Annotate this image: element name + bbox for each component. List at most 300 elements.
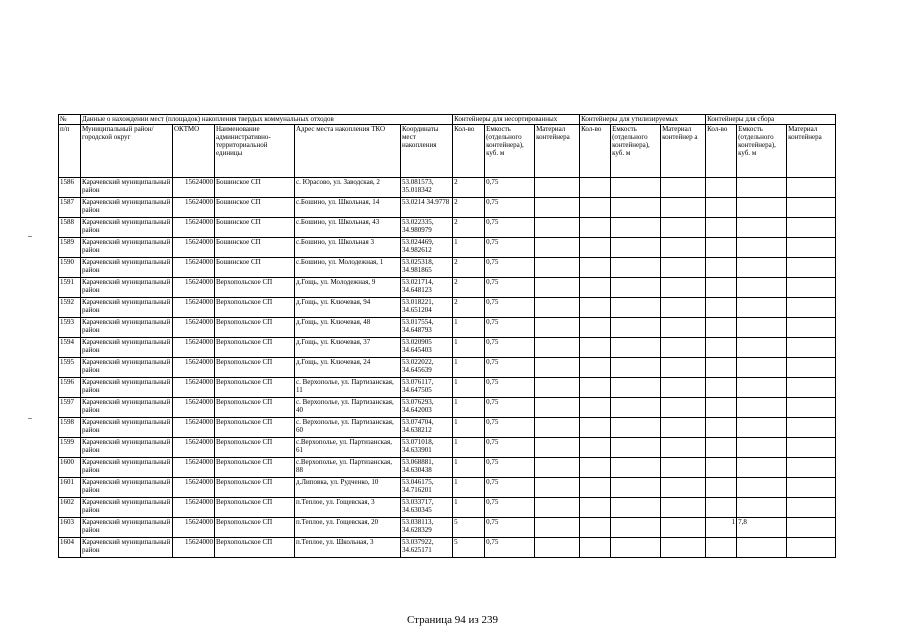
cell-qty-recycled	[580, 318, 611, 338]
margin-mark	[28, 418, 32, 419]
cell-territory: Верхопольское СП	[215, 358, 295, 378]
cell-qty: 2	[453, 198, 485, 218]
cell-address: с.Бошино, ул. Школьная, 43	[295, 218, 401, 238]
cell-qty: 2	[453, 258, 485, 278]
cell-capacity-collect	[737, 478, 787, 498]
header-capacity-collect: Емкость (отдельного контейнера), куб. м	[737, 125, 787, 178]
cell-capacity-recycled	[611, 498, 661, 518]
cell-capacity: 0,75	[485, 518, 535, 538]
cell-number: 1599	[59, 438, 81, 458]
cell-material-collect	[787, 378, 836, 398]
cell-district: Карачевский муниципальный район	[81, 238, 173, 258]
cell-capacity: 0,75	[485, 318, 535, 338]
cell-qty-recycled	[580, 458, 611, 478]
cell-capacity-collect	[737, 318, 787, 338]
cell-material-collect	[787, 258, 836, 278]
cell-material	[535, 178, 580, 198]
cell-district: Карачевский муниципальный район	[81, 358, 173, 378]
cell-qty-recycled	[580, 498, 611, 518]
cell-district: Карачевский муниципальный район	[81, 498, 173, 518]
cell-qty-collect	[706, 278, 737, 298]
cell-qty-collect	[706, 438, 737, 458]
cell-qty: 1	[453, 498, 485, 518]
table-row	[59, 498, 836, 518]
cell-number: 1593	[59, 318, 81, 338]
cell-number: 1595	[59, 358, 81, 378]
cell-oktmo: 15624000	[173, 458, 215, 478]
cell-coords: 53.071018, 34.633901	[401, 438, 453, 458]
cell-material-collect	[787, 338, 836, 358]
cell-address: д.Липовка, ул. Рудченко, 10	[295, 478, 401, 498]
cell-address: д.Гощь, ул. Молодежная, 9	[295, 278, 401, 298]
cell-oktmo: 15624000	[173, 298, 215, 318]
cell-material	[535, 318, 580, 338]
cell-coords: 53.017554, 34.648793	[401, 318, 453, 338]
cell-address: п.Теплое, ул. Гощевская, 3	[295, 498, 401, 518]
cell-district: Карачевский муниципальный район	[81, 218, 173, 238]
cell-territory: Верхопольское СП	[215, 338, 295, 358]
table-row	[59, 398, 836, 418]
cell-qty-collect	[706, 178, 737, 198]
cell-district: Карачевский муниципальный район	[81, 178, 173, 198]
cell-material-recycled	[661, 478, 706, 498]
cell-territory: Верхопольское СП	[215, 398, 295, 418]
cell-number: 1592	[59, 298, 81, 318]
cell-district: Карачевский муниципальный район	[81, 198, 173, 218]
cell-qty-recycled	[580, 218, 611, 238]
header-row-columns	[59, 125, 836, 178]
cell-territory: Верхопольское СП	[215, 418, 295, 438]
cell-capacity: 0,75	[485, 278, 535, 298]
cell-qty: 1	[453, 418, 485, 438]
cell-material-recycled	[661, 178, 706, 198]
cell-district: Карачевский муниципальный район	[81, 458, 173, 478]
cell-coords: 53.076293, 34.642003	[401, 398, 453, 418]
cell-material-recycled	[661, 218, 706, 238]
header-num-sub: п/п	[59, 125, 81, 178]
cell-qty-collect	[706, 538, 737, 558]
cell-qty: 2	[453, 298, 485, 318]
cell-oktmo: 15624000	[173, 498, 215, 518]
cell-material	[535, 398, 580, 418]
cell-qty-collect	[706, 338, 737, 358]
cell-qty: 1	[453, 438, 485, 458]
cell-territory: Бошинское СП	[215, 178, 295, 198]
registry-table	[58, 114, 836, 558]
table-row	[59, 298, 836, 318]
cell-district: Карачевский муниципальный район	[81, 478, 173, 498]
cell-material-collect	[787, 498, 836, 518]
cell-number: 1602	[59, 498, 81, 518]
cell-capacity-recycled	[611, 458, 661, 478]
cell-address: п.Теплое, ул. Школьная, 3	[295, 538, 401, 558]
cell-territory: Верхопольское СП	[215, 498, 295, 518]
cell-qty: 1	[453, 338, 485, 358]
cell-capacity-recycled	[611, 258, 661, 278]
cell-qty-recycled	[580, 258, 611, 278]
cell-material	[535, 358, 580, 378]
cell-territory: Верхопольское СП	[215, 538, 295, 558]
cell-capacity-collect	[737, 238, 787, 258]
cell-oktmo: 15624000	[173, 538, 215, 558]
cell-capacity-collect	[737, 458, 787, 478]
cell-address: с. Юрасово, ул. Заводская, 2	[295, 178, 401, 198]
header-group-recycled: Контейнеры для утилизируемых	[580, 115, 706, 125]
cell-coords: 53.0214 34.9778	[401, 198, 453, 218]
cell-address: п.Теплое, ул. Гощевская, 20	[295, 518, 401, 538]
cell-qty-recycled	[580, 398, 611, 418]
cell-qty-recycled	[580, 438, 611, 458]
cell-capacity: 0,75	[485, 378, 535, 398]
table-row	[59, 218, 836, 238]
cell-number: 1596	[59, 378, 81, 398]
cell-address: с.Верхополье, ул. Партизанская, 88	[295, 458, 401, 478]
cell-qty-collect	[706, 318, 737, 338]
header-territory: Наименование административно-территориальной единицы	[215, 125, 295, 178]
cell-number: 1604	[59, 538, 81, 558]
cell-coords: 53.033717, 34.630345	[401, 498, 453, 518]
header-material-recycled: Материал контейнер а	[661, 125, 706, 178]
cell-territory: Верхопольское СП	[215, 378, 295, 398]
cell-coords: 53.022335, 34.980979	[401, 218, 453, 238]
cell-address: с.Бошино, ул. Молодежная, 1	[295, 258, 401, 278]
cell-territory: Бошинское СП	[215, 218, 295, 238]
cell-district: Карачевский муниципальный район	[81, 398, 173, 418]
cell-address: с. Верхополье, ул. Партизанская, 40	[295, 398, 401, 418]
header-qty-collect: Кол-во	[706, 125, 737, 178]
cell-coords: 53.046175, 34.716201	[401, 478, 453, 498]
cell-district: Карачевский муниципальный район	[81, 538, 173, 558]
cell-capacity: 0,75	[485, 298, 535, 318]
cell-number: 1594	[59, 338, 81, 358]
cell-qty: 5	[453, 538, 485, 558]
cell-qty: 1	[453, 398, 485, 418]
cell-capacity-recycled	[611, 238, 661, 258]
cell-coords: 53.068881, 34.630438	[401, 458, 453, 478]
cell-qty: 2	[453, 178, 485, 198]
cell-capacity-collect	[737, 178, 787, 198]
cell-capacity-recycled	[611, 338, 661, 358]
cell-coords: 53.021714, 34.648123	[401, 278, 453, 298]
cell-qty-recycled	[580, 278, 611, 298]
cell-qty-recycled	[580, 478, 611, 498]
table-row	[59, 258, 836, 278]
cell-territory: Верхопольское СП	[215, 518, 295, 538]
cell-capacity-collect: 7,8	[737, 518, 787, 538]
cell-capacity-collect	[737, 298, 787, 318]
cell-coords: 53.022022, 34.645639	[401, 358, 453, 378]
cell-capacity-recycled	[611, 478, 661, 498]
margin-mark	[28, 236, 32, 237]
cell-address: с.Бошино, ул. Школьная, 14	[295, 198, 401, 218]
cell-oktmo: 15624000	[173, 438, 215, 458]
cell-address: д.Гощь, ул. Ключевая, 48	[295, 318, 401, 338]
table-row	[59, 238, 836, 258]
cell-capacity-recycled	[611, 358, 661, 378]
cell-material-collect	[787, 178, 836, 198]
table-row	[59, 178, 836, 198]
cell-material	[535, 438, 580, 458]
cell-material-recycled	[661, 338, 706, 358]
cell-qty: 1	[453, 458, 485, 478]
cell-oktmo: 15624000	[173, 358, 215, 378]
cell-capacity-recycled	[611, 318, 661, 338]
cell-district: Карачевский муниципальный район	[81, 258, 173, 278]
cell-oktmo: 15624000	[173, 378, 215, 398]
cell-material-recycled	[661, 518, 706, 538]
table-row	[59, 478, 836, 498]
cell-material-recycled	[661, 358, 706, 378]
cell-qty-recycled	[580, 378, 611, 398]
cell-qty-collect	[706, 458, 737, 478]
cell-capacity: 0,75	[485, 338, 535, 358]
cell-material	[535, 498, 580, 518]
table-row	[59, 278, 836, 298]
cell-territory: Бошинское СП	[215, 198, 295, 218]
cell-capacity-recycled	[611, 518, 661, 538]
cell-capacity-recycled	[611, 178, 661, 198]
cell-district: Карачевский муниципальный район	[81, 438, 173, 458]
header-coords: Координаты мест накопления	[401, 125, 453, 178]
cell-address: с. Верхополье, ул. Партизанская, 60	[295, 418, 401, 438]
cell-capacity: 0,75	[485, 478, 535, 498]
cell-qty-collect	[706, 198, 737, 218]
cell-material	[535, 258, 580, 278]
cell-material-recycled	[661, 398, 706, 418]
cell-capacity-collect	[737, 498, 787, 518]
cell-capacity-collect	[737, 418, 787, 438]
cell-qty-recycled	[580, 338, 611, 358]
cell-coords: 53.074704, 34.638212	[401, 418, 453, 438]
cell-capacity-collect	[737, 278, 787, 298]
cell-oktmo: 15624000	[173, 478, 215, 498]
cell-address: с. Верхополье, ул. Партизанская, 11	[295, 378, 401, 398]
cell-capacity-collect	[737, 378, 787, 398]
cell-qty: 1	[453, 378, 485, 398]
cell-capacity: 0,75	[485, 198, 535, 218]
cell-coords: 53.024469, 34.982612	[401, 238, 453, 258]
cell-capacity-recycled	[611, 438, 661, 458]
cell-material-collect	[787, 518, 836, 538]
table-row	[59, 198, 836, 218]
cell-material-collect	[787, 478, 836, 498]
cell-qty: 1	[453, 238, 485, 258]
header-capacity: Емкость (отдельного контейнера), куб. м	[485, 125, 535, 178]
table-row	[59, 338, 836, 358]
cell-address: с.Бошино, ул. Школьная 3	[295, 238, 401, 258]
cell-capacity: 0,75	[485, 218, 535, 238]
cell-oktmo: 15624000	[173, 238, 215, 258]
cell-material-recycled	[661, 278, 706, 298]
cell-oktmo: 15624000	[173, 278, 215, 298]
page-number: Страница 94 из 239	[406, 614, 499, 626]
cell-capacity-recycled	[611, 418, 661, 438]
cell-oktmo: 15624000	[173, 178, 215, 198]
cell-material-recycled	[661, 298, 706, 318]
cell-material-recycled	[661, 418, 706, 438]
cell-territory: Верхопольское СП	[215, 318, 295, 338]
cell-number: 1590	[59, 258, 81, 278]
table-row	[59, 438, 836, 458]
cell-material	[535, 278, 580, 298]
cell-capacity-recycled	[611, 378, 661, 398]
cell-coords: 53.076117, 34.647505	[401, 378, 453, 398]
cell-qty-collect	[706, 258, 737, 278]
cell-qty-collect	[706, 498, 737, 518]
table-row	[59, 378, 836, 398]
cell-qty: 1	[453, 358, 485, 378]
cell-material-collect	[787, 218, 836, 238]
table-row	[59, 418, 836, 438]
cell-qty: 5	[453, 518, 485, 538]
cell-coords: 53.081573, 35.018342	[401, 178, 453, 198]
cell-material-collect	[787, 318, 836, 338]
cell-qty: 2	[453, 278, 485, 298]
cell-number: 1598	[59, 418, 81, 438]
cell-capacity: 0,75	[485, 358, 535, 378]
cell-district: Карачевский муниципальный район	[81, 378, 173, 398]
cell-capacity: 0,75	[485, 258, 535, 278]
table-row	[59, 518, 836, 538]
cell-material-collect	[787, 458, 836, 478]
cell-qty-collect: 1	[706, 518, 737, 538]
header-num: №	[59, 115, 81, 125]
header-qty-recycled: Кол-во	[580, 125, 611, 178]
cell-qty-collect	[706, 418, 737, 438]
cell-capacity-recycled	[611, 198, 661, 218]
cell-number: 1587	[59, 198, 81, 218]
cell-material-collect	[787, 418, 836, 438]
cell-address: д.Гощь, ул. Ключевая, 37	[295, 338, 401, 358]
cell-capacity-recycled	[611, 538, 661, 558]
cell-oktmo: 15624000	[173, 218, 215, 238]
cell-material	[535, 478, 580, 498]
table-row	[59, 318, 836, 338]
cell-capacity: 0,75	[485, 178, 535, 198]
cell-material-collect	[787, 438, 836, 458]
table-row	[59, 358, 836, 378]
cell-district: Карачевский муниципальный район	[81, 518, 173, 538]
header-row-groups	[59, 115, 836, 125]
cell-material-recycled	[661, 498, 706, 518]
cell-coords: 53.025318, 34.981865	[401, 258, 453, 278]
cell-capacity-recycled	[611, 278, 661, 298]
cell-oktmo: 15624000	[173, 398, 215, 418]
cell-material-collect	[787, 198, 836, 218]
cell-qty-collect	[706, 398, 737, 418]
cell-qty-recycled	[580, 238, 611, 258]
cell-territory: Верхопольское СП	[215, 438, 295, 458]
cell-coords: 53.037922, 34.625171	[401, 538, 453, 558]
header-material-collect: Материал контейнера	[787, 125, 836, 178]
cell-material-collect	[787, 358, 836, 378]
cell-capacity: 0,75	[485, 458, 535, 478]
cell-material-collect	[787, 238, 836, 258]
cell-district: Карачевский муниципальный район	[81, 318, 173, 338]
cell-territory: Бошинское СП	[215, 258, 295, 278]
cell-qty-recycled	[580, 198, 611, 218]
cell-number: 1601	[59, 478, 81, 498]
cell-address: д.Гощь, ул. Ключевая, 24	[295, 358, 401, 378]
cell-capacity-collect	[737, 198, 787, 218]
cell-district: Карачевский муниципальный район	[81, 278, 173, 298]
header-qty: Кол-во	[453, 125, 485, 178]
cell-capacity-collect	[737, 358, 787, 378]
header-group-unsorted: Контейнеры для несортированных	[453, 115, 580, 125]
cell-capacity-recycled	[611, 298, 661, 318]
cell-qty-collect	[706, 378, 737, 398]
cell-qty-collect	[706, 358, 737, 378]
cell-capacity: 0,75	[485, 538, 535, 558]
cell-capacity-collect	[737, 538, 787, 558]
cell-capacity-collect	[737, 398, 787, 418]
cell-qty-collect	[706, 238, 737, 258]
cell-qty-recycled	[580, 518, 611, 538]
cell-material	[535, 378, 580, 398]
header-oktmo: ОКТМО	[173, 125, 215, 178]
cell-material-collect	[787, 398, 836, 418]
cell-material-recycled	[661, 318, 706, 338]
cell-material	[535, 338, 580, 358]
cell-address: с.Верхополье, ул. Партизанская, 61	[295, 438, 401, 458]
cell-capacity-collect	[737, 218, 787, 238]
cell-oktmo: 15624000	[173, 418, 215, 438]
cell-qty-collect	[706, 478, 737, 498]
cell-capacity-collect	[737, 438, 787, 458]
cell-address: д.Гощь, ул. Ключевая, 94	[295, 298, 401, 318]
cell-capacity-recycled	[611, 398, 661, 418]
cell-material-recycled	[661, 538, 706, 558]
header-district: Муниципальный район/городской округ	[81, 125, 173, 178]
cell-number: 1603	[59, 518, 81, 538]
header-address: Адрес места накопления ТКО	[295, 125, 401, 178]
cell-material	[535, 518, 580, 538]
cell-oktmo: 15624000	[173, 518, 215, 538]
cell-material	[535, 198, 580, 218]
cell-territory: Бошинское СП	[215, 238, 295, 258]
cell-territory: Верхопольское СП	[215, 478, 295, 498]
cell-coords: 53.018221, 34.651204	[401, 298, 453, 318]
cell-number: 1600	[59, 458, 81, 478]
cell-qty-collect	[706, 218, 737, 238]
cell-material-collect	[787, 298, 836, 318]
cell-qty: 1	[453, 478, 485, 498]
header-main-group: Данные о нахождении мест (площадок) накопления твердых коммунальных отходов	[81, 115, 453, 125]
cell-material-recycled	[661, 258, 706, 278]
cell-district: Карачевский муниципальный район	[81, 298, 173, 318]
cell-material	[535, 218, 580, 238]
cell-capacity: 0,75	[485, 438, 535, 458]
cell-material	[535, 238, 580, 258]
cell-oktmo: 15624000	[173, 338, 215, 358]
cell-territory: Верхопольское СП	[215, 458, 295, 478]
cell-oktmo: 15624000	[173, 318, 215, 338]
cell-qty-collect	[706, 298, 737, 318]
table-row	[59, 458, 836, 478]
cell-material-recycled	[661, 378, 706, 398]
cell-coords: 53.020905 34.645403	[401, 338, 453, 358]
cell-qty-recycled	[580, 178, 611, 198]
cell-oktmo: 15624000	[173, 198, 215, 218]
cell-capacity: 0,75	[485, 398, 535, 418]
cell-number: 1591	[59, 278, 81, 298]
cell-material-collect	[787, 538, 836, 558]
cell-number: 1586	[59, 178, 81, 198]
header-material: Материал контейнера	[535, 125, 580, 178]
cell-material	[535, 458, 580, 478]
cell-territory: Верхопольское СП	[215, 278, 295, 298]
cell-material-collect	[787, 278, 836, 298]
